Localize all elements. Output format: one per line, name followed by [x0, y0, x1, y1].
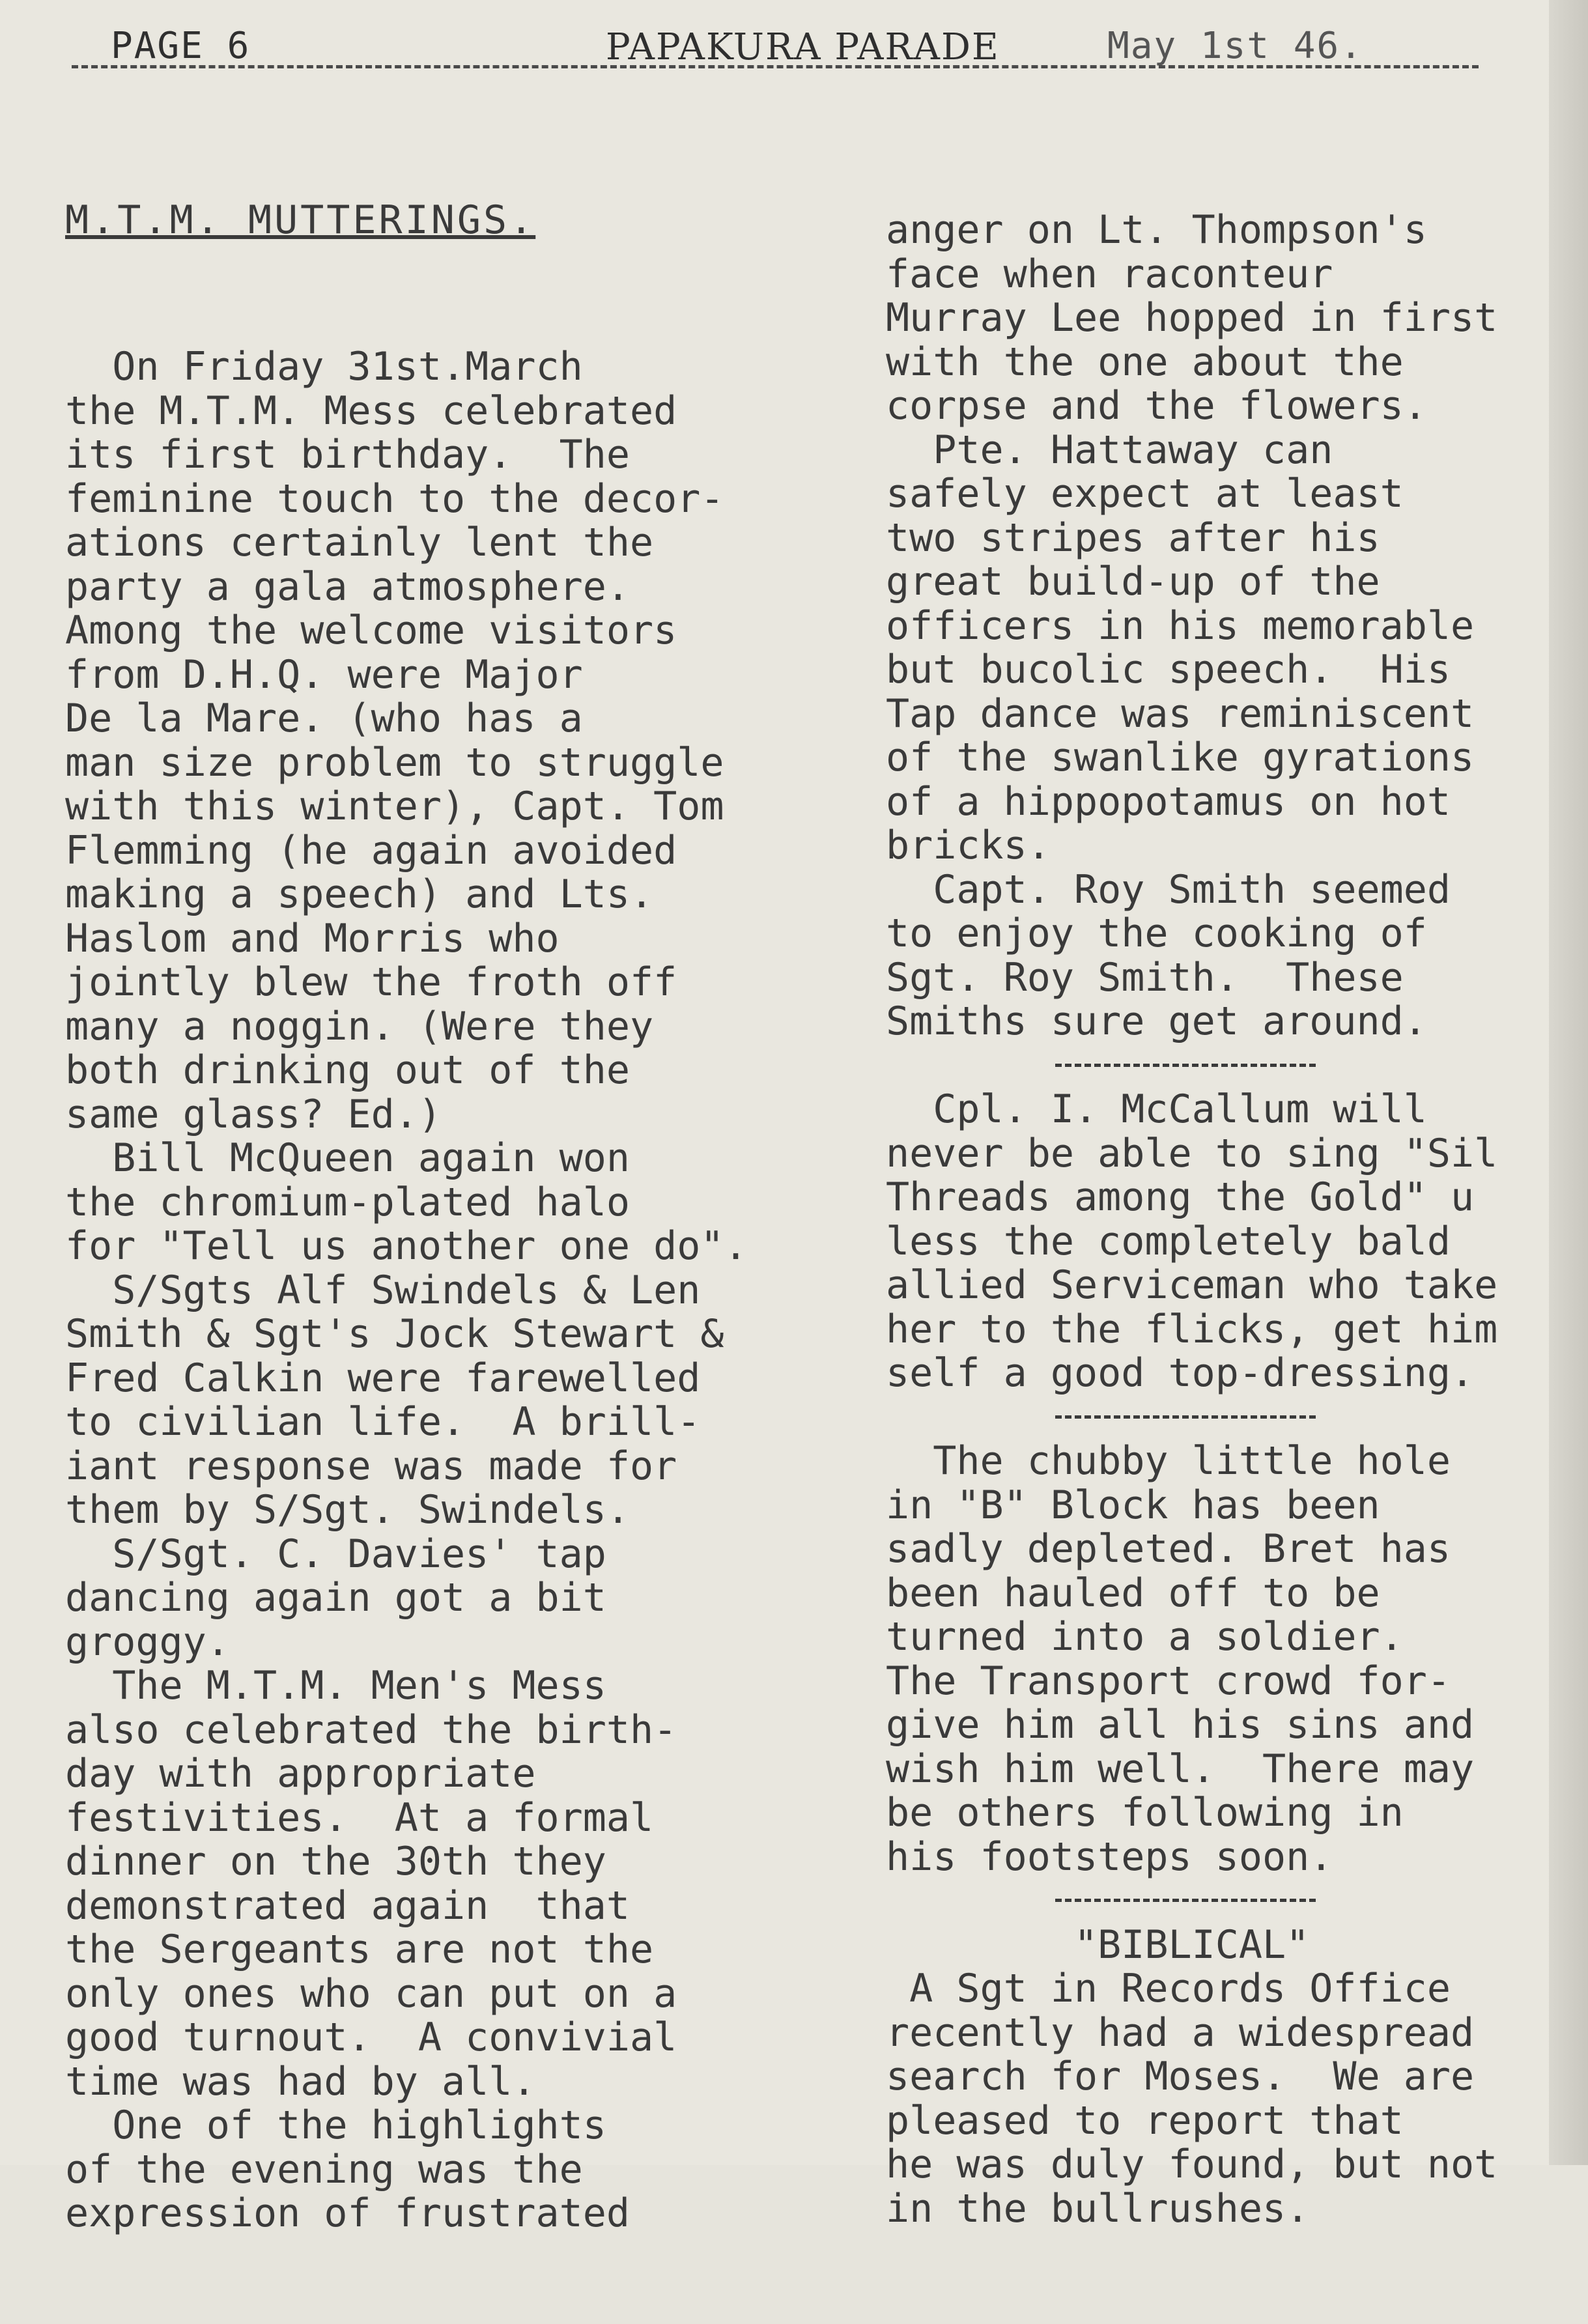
- text-line: the chromium-plated halo: [65, 1179, 630, 1225]
- text-line: Sgt. Roy Smith. These: [886, 954, 1404, 1000]
- text-line: self a good top-dressing.: [886, 1350, 1475, 1396]
- text-line: officers in his memorable: [886, 602, 1475, 649]
- text-line: The chubby little hole: [886, 1438, 1451, 1484]
- text-line: good turnout. A convivial: [65, 2015, 677, 2060]
- text-line: also celebrated the birth-: [65, 1707, 677, 1753]
- text-line: the M.T.M. Mess celebrated: [65, 388, 677, 434]
- text-line: both drinking out of the: [65, 1047, 630, 1093]
- text-line: many a noggin. (Were they: [65, 1003, 654, 1049]
- text-line: been hauled off to be: [886, 1570, 1380, 1616]
- text-line: On Friday 31st.March: [65, 344, 583, 390]
- text-line: but bucolic speech. His: [886, 647, 1451, 692]
- text-line: to civilian life. A brill-: [65, 1399, 701, 1445]
- text-line: safely expect at least: [886, 471, 1404, 517]
- text-line: Capt. Roy Smith seemed: [886, 866, 1451, 913]
- text-line: in "B" Block has been: [886, 1482, 1380, 1528]
- right-column: [886, 120, 1563, 2319]
- text-line: in the bullrushes.: [886, 2185, 1310, 2232]
- text-line: dancing again got a bit: [65, 1575, 606, 1621]
- text-line: One of the highlights: [65, 2103, 606, 2148]
- text-line: ations certainly lent the: [65, 520, 654, 565]
- text-line: recently had a widespread: [886, 2009, 1475, 2056]
- text-line: for "Tell us another one do".: [65, 1223, 748, 1269]
- text-line: wish him well. There may: [886, 1746, 1475, 1792]
- text-line: festivities. At a formal: [65, 1794, 654, 1841]
- text-line: pleased to report that: [886, 2097, 1404, 2144]
- text-line: demonstrated again that: [65, 1882, 630, 1929]
- text-line: give him all his sins and: [886, 1702, 1475, 1748]
- text-line: allied Serviceman who take: [886, 1262, 1498, 1308]
- text-line: Pte. Hattaway can: [886, 427, 1333, 473]
- left-column: [65, 111, 821, 2324]
- text-line: face when raconteur: [886, 251, 1333, 297]
- text-line: S/Sgt. C. Davies' tap: [65, 1531, 606, 1577]
- section-separator: [886, 1044, 1563, 1088]
- text-line: jointly blew the froth off: [65, 959, 677, 1005]
- text-line: groggy.: [65, 1619, 230, 1665]
- text-line: Bill McQueen again won: [65, 1135, 630, 1181]
- text-line: with this winter), Capt. Tom: [65, 784, 724, 829]
- text-line: Tap dance was reminiscent: [886, 690, 1475, 737]
- text-line: S/Sgts Alf Swindels & Len: [65, 1267, 701, 1313]
- text-line: dinner on the 30th they: [65, 1839, 606, 1884]
- text-line: the Sergeants are not the: [65, 1927, 654, 1972]
- text-line: The M.T.M. Men's Mess: [65, 1663, 606, 1708]
- text-line: feminine touch to the decor-: [65, 475, 724, 522]
- paper-title: PAPAKURA PARADE: [606, 26, 1000, 68]
- page-number: PAGE 6: [111, 25, 251, 67]
- text-line: The Transport crowd for-: [886, 1658, 1451, 1704]
- text-line: his footsteps soon.: [886, 1834, 1333, 1880]
- text-line: expression of frustrated: [65, 2190, 630, 2236]
- text-line: two stripes after his: [886, 515, 1380, 561]
- text-line: iant response was made for: [65, 1443, 677, 1489]
- text-line: her to the flicks, get him: [886, 1306, 1498, 1352]
- text-line: same glass? Ed.): [65, 1091, 442, 1137]
- text-line: party a gala atmosphere.: [65, 563, 630, 610]
- text-line: Threads among the Gold" u: [886, 1174, 1475, 1220]
- text-line: from D.H.Q. were Major: [65, 651, 583, 698]
- text-line: never be able to sing "Sil: [886, 1130, 1498, 1176]
- text-line: "BIBLICAL": [886, 1921, 1310, 1968]
- text-line: bricks.: [886, 823, 1051, 868]
- page-header: [72, 13, 1531, 72]
- left-column-text: [65, 345, 821, 2236]
- text-line: of the swanlike gyrations: [886, 735, 1475, 780]
- text-line: Flemming (he again avoided: [65, 827, 677, 873]
- text-line: of a hippopotamus on hot: [886, 778, 1451, 825]
- text-line: Smith & Sgt's Jock Stewart &: [65, 1311, 724, 1357]
- text-line: anger on Lt. Thompson's: [886, 207, 1427, 253]
- text-line: only ones who can put on a: [65, 1970, 677, 2017]
- text-line: Among the welcome visitors: [65, 608, 677, 653]
- text-line: its first birthday. The: [65, 432, 630, 477]
- text-line: corpse and the flowers.: [886, 383, 1427, 429]
- text-line: he was duly found, but not: [886, 2142, 1498, 2187]
- text-line: turned into a soldier.: [886, 1614, 1404, 1660]
- text-line: Smiths sure get around.: [886, 999, 1427, 1044]
- text-line: Murray Lee hopped in first: [886, 295, 1498, 341]
- section-separator: [886, 1396, 1563, 1440]
- text-line: them by S/Sgt. Swindels.: [65, 1487, 630, 1533]
- article-title: M.T.M. MUTTERINGS.: [65, 197, 536, 243]
- section-separator: [886, 1879, 1563, 1923]
- text-line: A Sgt in Records Office: [886, 1966, 1451, 2011]
- text-line: be others following in: [886, 1790, 1404, 1835]
- text-line: day with appropriate: [65, 1751, 536, 1796]
- text-line: to enjoy the cooking of: [886, 911, 1427, 956]
- text-line: Cpl. I. McCallum will: [886, 1086, 1427, 1132]
- text-line: Fred Calkin were farewelled: [65, 1355, 701, 1401]
- text-line: search for Moses. We are: [886, 2054, 1475, 2099]
- text-line: less the completely bald: [886, 1218, 1451, 1264]
- text-line: of the evening was the: [65, 2146, 583, 2192]
- text-line: making a speech) and Lts.: [65, 872, 654, 917]
- header-rule: [72, 65, 1479, 68]
- text-line: De la Mare. (who has a: [65, 696, 583, 741]
- text-line: sadly depleted. Bret has: [886, 1526, 1451, 1572]
- text-line: Haslom and Morris who: [65, 915, 560, 961]
- text-line: great build-up of the: [886, 559, 1380, 604]
- right-column-text: [886, 208, 1563, 2231]
- text-line: time was had by all.: [65, 2058, 536, 2104]
- issue-date: May 1st 46.: [1107, 25, 1363, 67]
- text-line: with the one about the: [886, 339, 1404, 385]
- text-line: man size problem to struggle: [65, 739, 724, 786]
